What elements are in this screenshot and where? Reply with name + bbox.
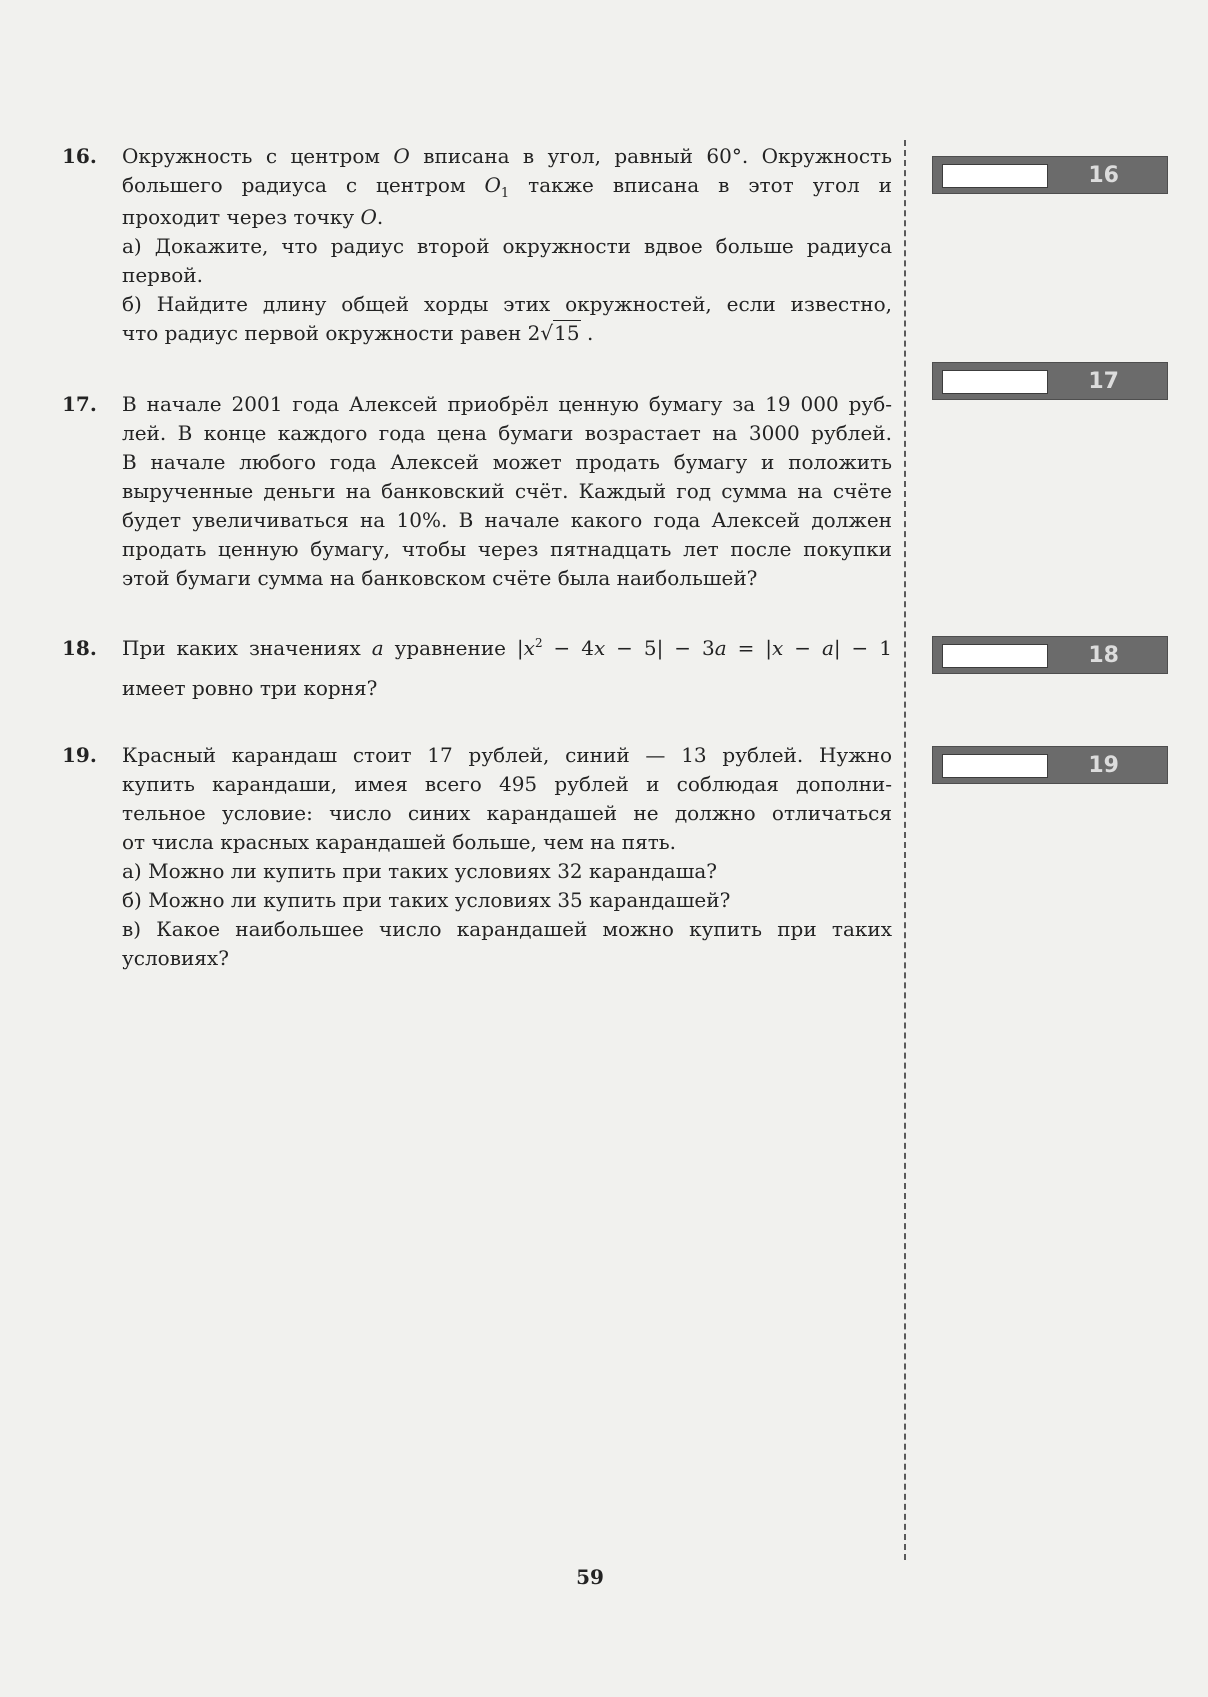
answer-box-label: 17 <box>1088 369 1119 394</box>
text-line: В начале любого года Алексей может продать бумагу и положить <box>122 450 892 474</box>
text-line: При каких значениях a уравнение $|x^2 - 4x - 5| - 3a = |x - a| - 1$ <box>122 636 892 660</box>
problem-number: 19. <box>62 743 97 767</box>
problem-text <box>122 741 892 973</box>
answer-box-label: 18 <box>1088 643 1119 668</box>
text-line: б) Найдите длину общей хорды этих окружностей, если известно, <box>122 292 892 316</box>
problem-18 <box>62 634 892 703</box>
text-line: будет увеличиваться на 10%. В начале какого года Алексей должен <box>122 508 892 532</box>
text-line: от числа красных карандашей больше, чем на пять. <box>122 830 677 854</box>
cut-line <box>904 140 906 1560</box>
problem-text <box>122 634 892 703</box>
text-line: а) Докажите, что радиус второй окружности вдвое больше радиуса <box>122 234 892 258</box>
answer-box-16 <box>932 156 1168 194</box>
answer-box-19 <box>932 746 1168 784</box>
answer-field-18[interactable] <box>942 644 1048 668</box>
text-line: в) Какое наибольшее число карандашей можно купить при таких <box>122 917 892 941</box>
text-line: а) Можно ли купить при таких условиях 32 карандаша? <box>122 859 717 883</box>
problem-text <box>122 142 892 348</box>
text-line: В начале 2001 года Алексей приобрёл ценную бумагу за 19 000 руб- <box>122 392 892 416</box>
problem-16 <box>62 142 892 348</box>
answer-field-16[interactable] <box>942 164 1048 188</box>
text-line: проходит через точку O. <box>122 205 384 229</box>
text-line: лей. В конце каждого года цена бумаги возрастает на 3000 рублей. <box>122 421 892 445</box>
text-line: Красный карандаш стоит 17 рублей, синий — 13 рублей. Нужно <box>122 743 892 767</box>
page-number: 59 <box>576 1565 604 1589</box>
problem-number: 16. <box>62 144 97 168</box>
text-line: купить карандаши, имея всего 495 рублей и соблюдая дополни- <box>122 772 892 796</box>
problem-text <box>122 390 892 593</box>
answer-box-label: 16 <box>1088 163 1119 188</box>
problem-number: 17. <box>62 392 97 416</box>
answer-box-17 <box>932 362 1168 400</box>
text-line: первой. <box>122 263 203 287</box>
problem-number: 18. <box>62 636 97 660</box>
text-line: что радиус первой окружности равен 2√15 . <box>122 321 594 345</box>
answer-box-18 <box>932 636 1168 674</box>
text-line: вырученные деньги на банковский счёт. Каждый год сумма на счёте <box>122 479 892 503</box>
text-line: Окружность с центром O вписана в угол, равный 60°. Окружность <box>122 144 892 168</box>
answer-field-17[interactable] <box>942 370 1048 394</box>
text-line: большего радиуса с центром $O_1$ также вписана в этот угол и <box>122 173 892 201</box>
problem-17 <box>62 390 892 593</box>
text-line: условиях? <box>122 946 229 970</box>
answer-field-19[interactable] <box>942 754 1048 778</box>
text-line: этой бумаги сумма на банковском счёте была наибольшей? <box>122 566 758 590</box>
text-line: б) Можно ли купить при таких условиях 35 карандашей? <box>122 888 731 912</box>
text-line: тельное условие: число синих карандашей не должно отличаться <box>122 801 892 825</box>
text-line: продать ценную бумагу, чтобы через пятнадцать лет после покупки <box>122 537 892 561</box>
text-line: имеет ровно три корня? <box>122 676 378 700</box>
answer-box-label: 19 <box>1088 753 1119 778</box>
problem-19 <box>62 741 892 973</box>
